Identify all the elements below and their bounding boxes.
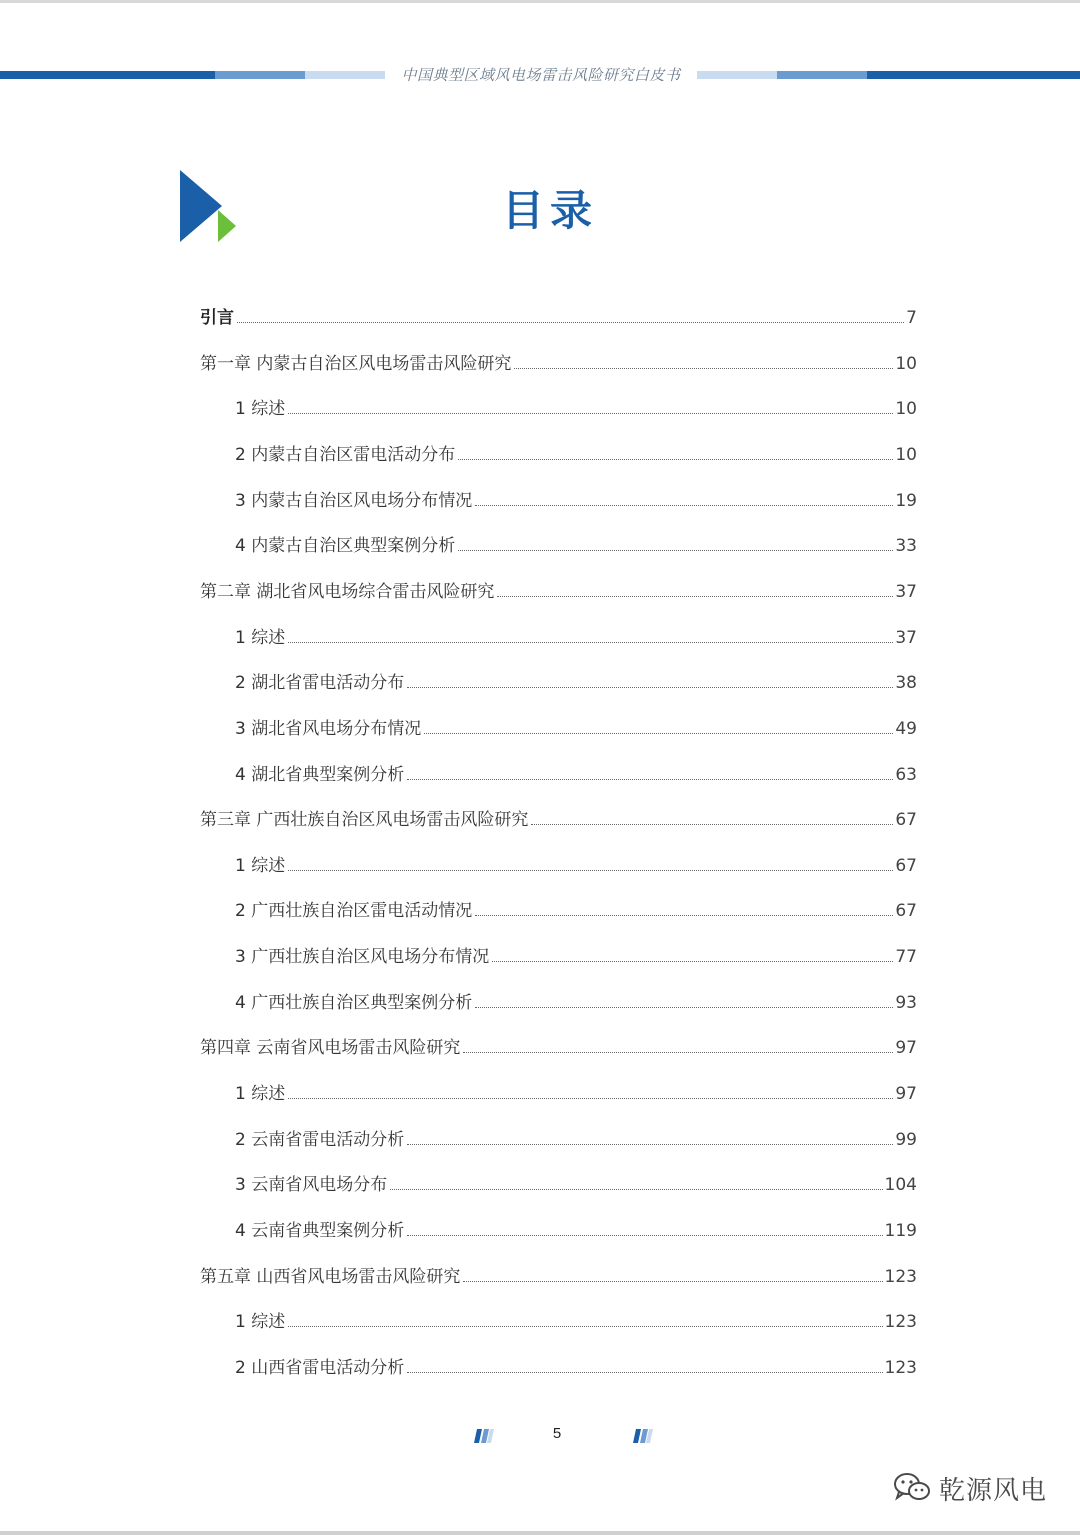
toc-entry-label: 1 综述 — [235, 856, 286, 876]
toc-entry-page: 67 — [895, 856, 917, 876]
toc-dot-leader — [288, 641, 893, 643]
toc-entry-page: 63 — [895, 765, 917, 785]
toc-entry-label: 1 综述 — [235, 399, 286, 419]
toc-section-row[interactable] — [235, 1215, 917, 1241]
toc-dot-leader — [407, 1143, 893, 1145]
toc-chapter-row[interactable] — [200, 1032, 917, 1058]
toc-entry-label: 2 内蒙古自治区雷电活动分布 — [235, 445, 456, 465]
toc-section-row[interactable] — [235, 1352, 917, 1378]
toc-dot-leader — [407, 778, 893, 780]
toc-entry-label: 第一章 内蒙古自治区风电场雷击风险研究 — [200, 354, 512, 374]
toc-entry-page: 123 — [884, 1312, 917, 1332]
toc-dot-leader — [237, 321, 904, 323]
header-band-right-dark — [867, 71, 1080, 79]
toc-dot-leader — [390, 1188, 882, 1190]
top-border — [0, 0, 1080, 3]
toc-entry-label: 4 广西壮族自治区典型案例分析 — [235, 993, 473, 1013]
toc-entry-page: 38 — [895, 673, 917, 693]
toc-dot-leader — [463, 1280, 882, 1282]
header-band-left-light — [305, 71, 385, 79]
toc-entry-label: 4 内蒙古自治区典型案例分析 — [235, 536, 456, 556]
toc-entry-page: 123 — [884, 1267, 917, 1287]
toc-section-row[interactable] — [235, 1169, 917, 1195]
toc-entry-label: 2 湖北省雷电活动分布 — [235, 673, 405, 693]
toc-dot-leader — [288, 869, 893, 871]
toc-dot-leader — [288, 1097, 893, 1099]
toc-entry-label: 第四章 云南省风电场雷击风险研究 — [200, 1038, 461, 1058]
play-triangle-logo-icon — [180, 170, 240, 249]
toc-entry-page: 37 — [895, 582, 917, 602]
toc-section-row[interactable] — [235, 895, 917, 921]
toc-entry-label: 2 山西省雷电活动分析 — [235, 1358, 405, 1378]
header-band-right-light — [697, 71, 777, 79]
toc-entry-label: 第三章 广西壮族自治区风电场雷击风险研究 — [200, 810, 529, 830]
toc-entry-page: 37 — [895, 628, 917, 648]
toc-dot-leader — [424, 732, 893, 734]
toc-dot-leader — [475, 1006, 893, 1008]
toc-entry-label: 1 综述 — [235, 628, 286, 648]
toc-entry-page: 33 — [895, 536, 917, 556]
toc-section-row[interactable] — [235, 667, 917, 693]
toc-section-row[interactable] — [235, 1078, 917, 1104]
toc-entry-page: 123 — [884, 1358, 917, 1378]
toc-entry-label: 3 广西壮族自治区风电场分布情况 — [235, 947, 490, 967]
toc-section-row[interactable] — [235, 393, 917, 419]
toc-entry-label: 1 综述 — [235, 1312, 286, 1332]
toc-section-row[interactable] — [235, 622, 917, 648]
toc-entry-page: 93 — [895, 993, 917, 1013]
toc-entry-page: 119 — [884, 1221, 917, 1241]
toc-entry-page: 97 — [895, 1038, 917, 1058]
watermark-text: 乾源风电 — [939, 1476, 1048, 1506]
toc-chapter-row[interactable] — [200, 804, 917, 830]
header-band-left-mid — [215, 71, 305, 79]
toc-dot-leader — [475, 914, 893, 916]
header-band-left-dark — [0, 71, 215, 79]
toc-entry-label: 第二章 湖北省风电场综合雷击风险研究 — [200, 582, 495, 602]
page-title: 目录 — [501, 186, 598, 235]
toc-dot-leader — [514, 367, 893, 369]
toc-dot-leader — [463, 1051, 893, 1053]
toc-section-row[interactable] — [235, 1124, 917, 1150]
toc-entry-label: 3 云南省风电场分布 — [235, 1175, 388, 1195]
header-title: 中国典型区域风电场雷击风险研究白皮书 — [401, 66, 681, 84]
toc-entry-page: 77 — [895, 947, 917, 967]
toc-dot-leader — [475, 504, 893, 506]
bottom-border — [0, 1531, 1080, 1535]
toc-section-row[interactable] — [235, 759, 917, 785]
toc-entry-page: 99 — [895, 1130, 917, 1150]
toc-section-row[interactable] — [235, 439, 917, 465]
footer-stripes-left-icon — [473, 1428, 495, 1447]
toc-section-row[interactable] — [235, 713, 917, 739]
toc-entry-label: 2 云南省雷电活动分析 — [235, 1130, 405, 1150]
toc-entry-page: 49 — [895, 719, 917, 739]
toc-section-row[interactable] — [235, 850, 917, 876]
toc-section-row[interactable] — [235, 987, 917, 1013]
toc-entry-label: 第五章 山西省风电场雷击风险研究 — [200, 1267, 461, 1287]
toc-dot-leader — [531, 823, 893, 825]
toc-dot-leader — [458, 458, 893, 460]
toc-entry-page: 10 — [895, 445, 917, 465]
toc-dot-leader — [497, 595, 893, 597]
toc-chapter-row[interactable] — [200, 348, 917, 374]
toc-chapter-row[interactable] — [200, 302, 917, 328]
toc-entry-page: 67 — [895, 810, 917, 830]
wechat-icon — [893, 1472, 931, 1506]
header-band-right-mid — [777, 71, 867, 79]
toc-dot-leader — [407, 1234, 882, 1236]
toc-section-row[interactable] — [235, 530, 917, 556]
toc-dot-leader — [492, 960, 893, 962]
toc-dot-leader — [288, 412, 893, 414]
toc-entry-page: 67 — [895, 901, 917, 921]
toc-section-row[interactable] — [235, 485, 917, 511]
toc-entry-page: 97 — [895, 1084, 917, 1104]
toc-entry-label: 3 内蒙古自治区风电场分布情况 — [235, 491, 473, 511]
toc-entry-label: 引言 — [200, 308, 234, 328]
toc-dot-leader — [288, 1325, 882, 1327]
toc-section-row[interactable] — [235, 941, 917, 967]
toc-chapter-row[interactable] — [200, 576, 917, 602]
toc-entry-page: 7 — [906, 308, 917, 328]
toc-dot-leader — [458, 549, 893, 551]
toc-entry-page: 10 — [895, 399, 917, 419]
toc-entry-label: 2 广西壮族自治区雷电活动情况 — [235, 901, 473, 921]
toc-section-row[interactable] — [235, 1306, 917, 1332]
toc-entry-label: 4 云南省典型案例分析 — [235, 1221, 405, 1241]
toc-entry-page: 10 — [895, 354, 917, 374]
toc-entry-page: 104 — [884, 1175, 917, 1195]
page-number: 5 — [552, 1425, 562, 1442]
footer-stripes-right-icon — [632, 1428, 654, 1447]
toc-chapter-row[interactable] — [200, 1261, 917, 1287]
toc-dot-leader — [407, 1371, 882, 1373]
toc-entry-label: 4 湖北省典型案例分析 — [235, 765, 405, 785]
toc-entry-page: 19 — [895, 491, 917, 511]
toc-dot-leader — [407, 686, 893, 688]
toc-entry-label: 1 综述 — [235, 1084, 286, 1104]
toc-entry-label: 3 湖北省风电场分布情况 — [235, 719, 422, 739]
watermark — [893, 1470, 1047, 1507]
